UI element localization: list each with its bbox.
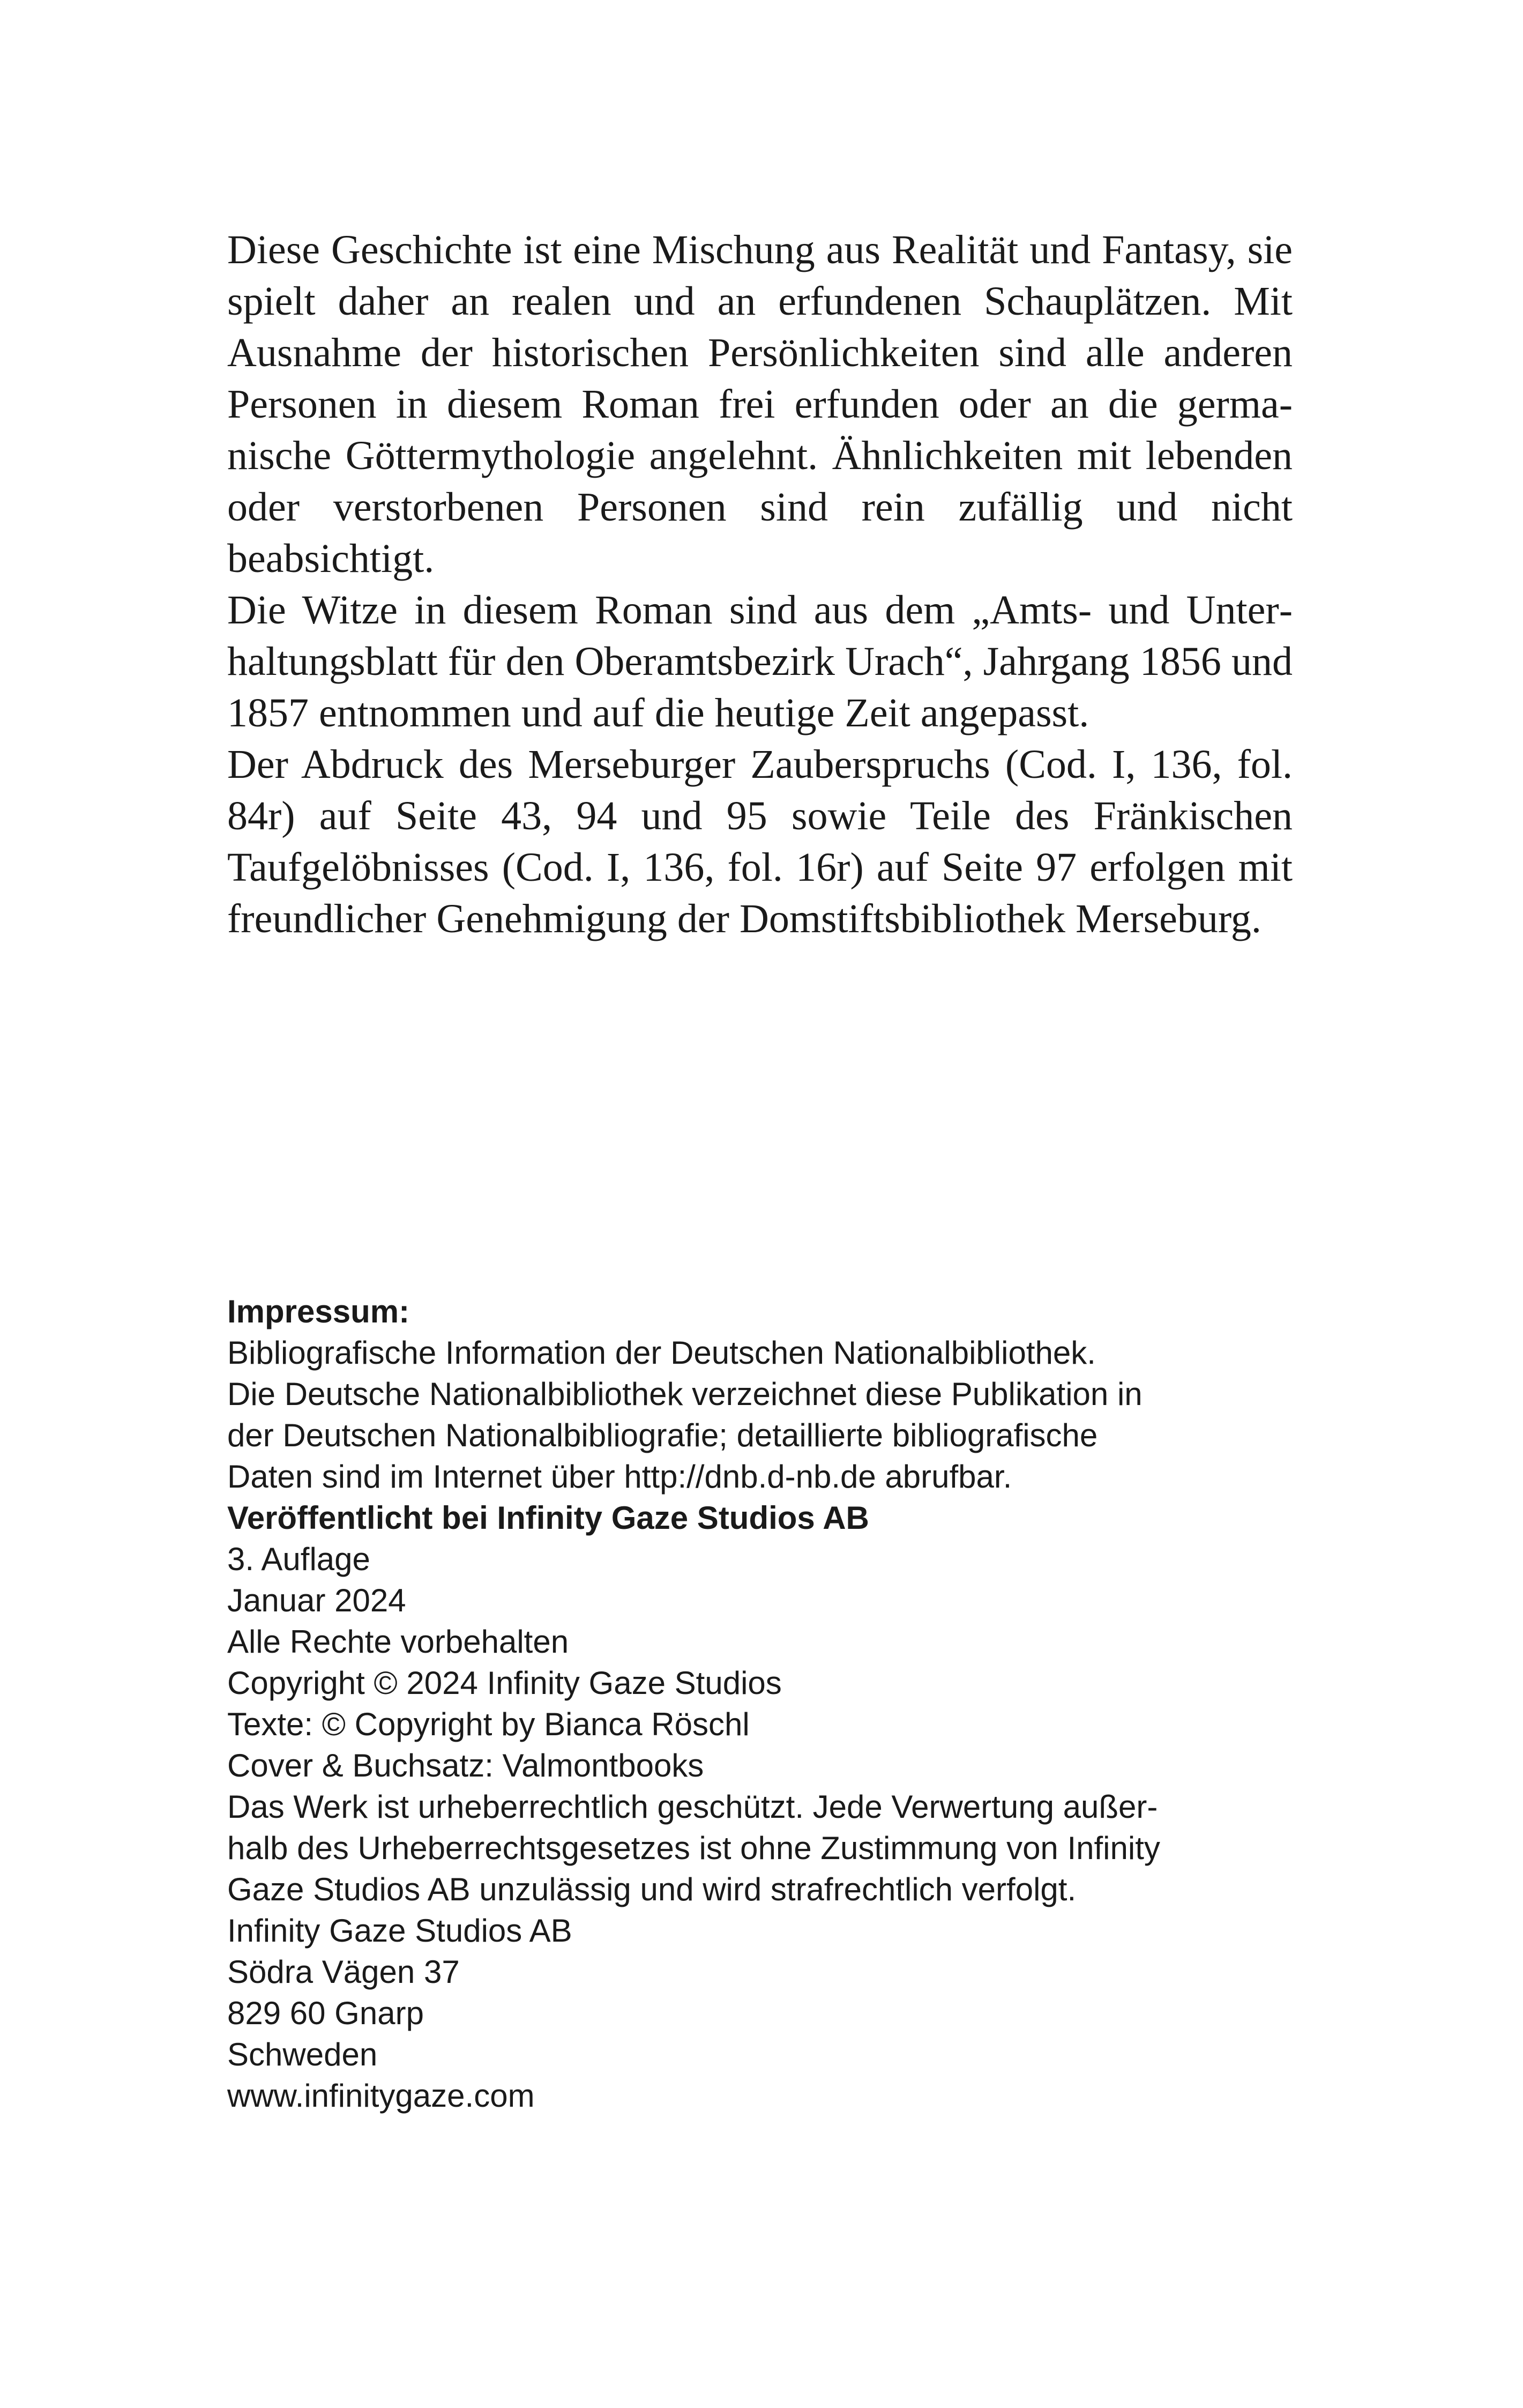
address-city: 829 60 Gnarp — [227, 1995, 424, 2031]
permission-paragraph: Der Abdruck des Merseburger Zauberspruchs (Cod. I, 136, fol. 84r) auf Seite 43, 94 und 95 sowie Teile des Fränkischen Taufgelöbnisses (Cod. I, 136, fol. 16r) auf Seite 97 erfolgen mit freundlicher Genehmigung der Domstiftsbibliothek Merseburg. — [227, 742, 1293, 941]
jokes-source-paragraph: Die Witze in diesem Roman sind aus dem „Amts- und Unterhaltungsblatt für den Oberamtsbezirk Urach“, Jahrgang 1856 und 1857 entnommen und auf die heutige Zeit angepasst. — [227, 588, 1293, 735]
impressum-block — [227, 1291, 1299, 2116]
legal-notice-line-3: Gaze Studios AB unzulässig und wird strafrechtlich verfolgt. — [227, 1871, 1077, 1907]
impressum-heading: Impressum: — [227, 1294, 410, 1329]
edition: 3. Auflage — [227, 1541, 370, 1577]
cover-credit: Cover & Buchsatz: Valmontbooks — [227, 1748, 704, 1783]
dnb-info-line-3: der Deutschen Nationalbibliografie; detaillierte bibliografische — [227, 1417, 1098, 1453]
website-link[interactable]: www.infinitygaze.com — [227, 2078, 535, 2114]
legal-notice-line-1: Das Werk ist urheberrechtlich geschützt. Jede Verwertung außer- — [227, 1789, 1158, 1825]
dnb-info-line-2: Die Deutsche Nationalbibliothek verzeichnet diese Publikation in — [227, 1376, 1143, 1412]
disclaimer-paragraph: Diese Geschichte ist eine Mischung aus Realität und Fantasy, sie spielt daher an realen und an erfundenen Schauplätzen. Mit Ausnahme der historischen Persönlichkeiten sind alle anderen Personen in diesem Roman frei erfunden oder an die germanische Göttermythologie angelehnt. Ähnlichkeiten mit lebenden oder verstorbenen Personen sind rein zufällig und nicht beabsichtigt. — [227, 227, 1293, 581]
copyright-notice: Copyright © 2024 Infinity Gaze Studios — [227, 1665, 782, 1701]
rights-notice: Alle Rechte vorbehalten — [227, 1624, 569, 1660]
address-street: Södra Vägen 37 — [227, 1954, 460, 1990]
publication-date: Januar 2024 — [227, 1582, 406, 1618]
intro-text-block — [227, 224, 1293, 945]
publisher-heading: Veröffentlicht bei Infinity Gaze Studios AB — [227, 1500, 869, 1536]
address-country: Schweden — [227, 2037, 378, 2072]
texts-copyright: Texte: © Copyright by Bianca Röschl — [227, 1706, 750, 1742]
address-name: Infinity Gaze Studios AB — [227, 1913, 572, 1949]
dnb-info-line-4: Daten sind im Internet über http://dnb.d-nb.de abrufbar. — [227, 1459, 1012, 1495]
dnb-info-line-1: Bibliografische Information der Deutschen Nationalbibliothek. — [227, 1335, 1096, 1371]
legal-notice-line-2: halb des Urheberrechtsgesetzes ist ohne Zustimmung von Infinity — [227, 1830, 1160, 1866]
